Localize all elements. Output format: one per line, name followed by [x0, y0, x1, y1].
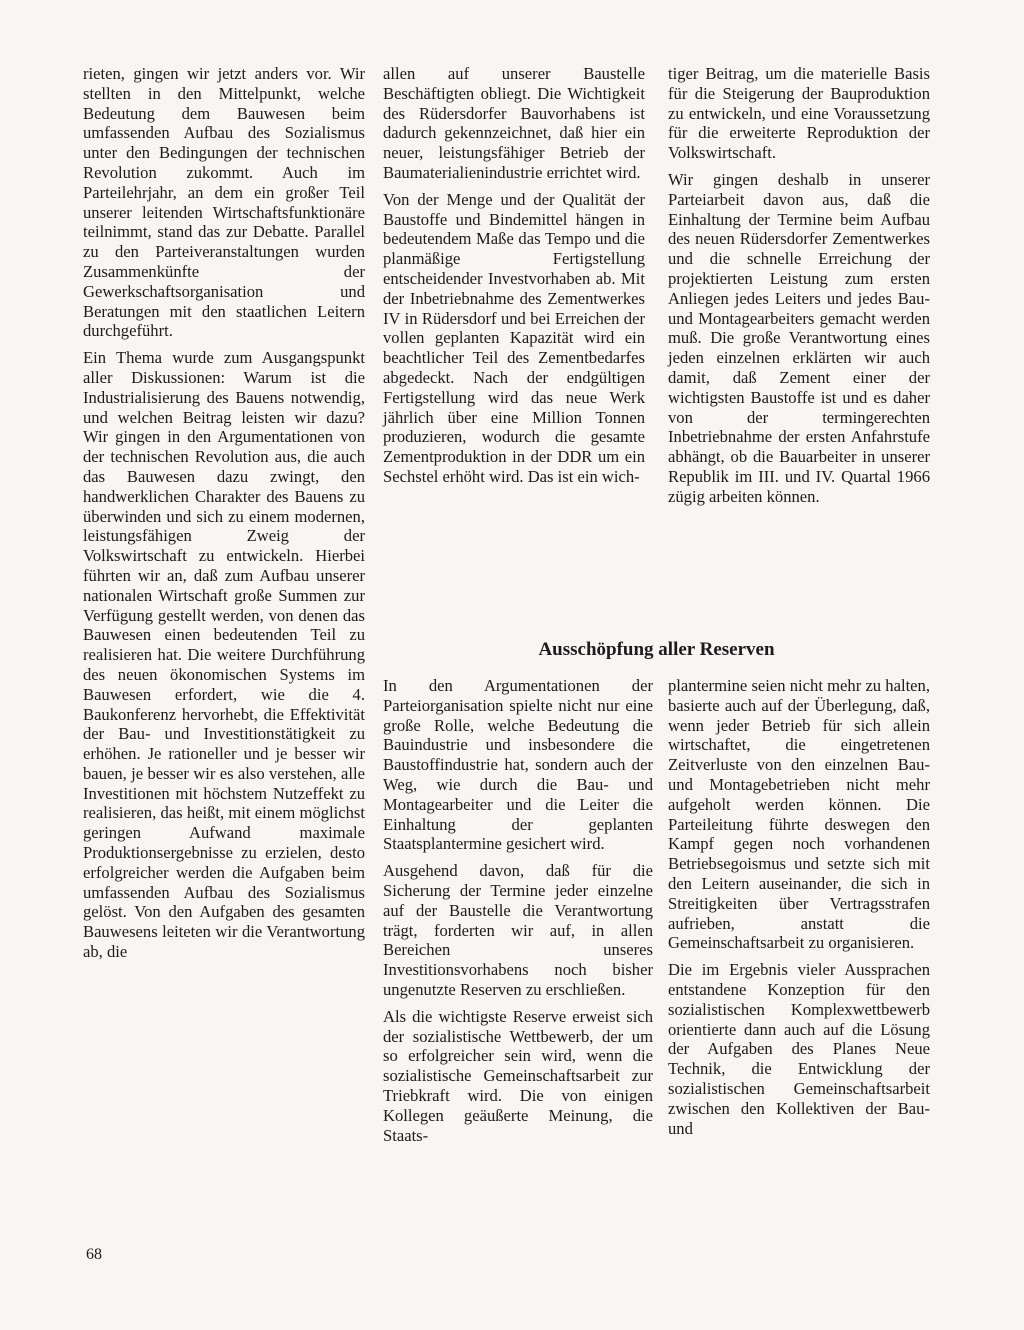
- column-5: [668, 676, 930, 1138]
- paragraph: Wir gingen deshalb in unserer Parteiarbeit davon aus, daß die Einhaltung der Termine beim Aufbau des neuen Rüdersdorfer Zementwerkes und die schnelle Erreichung der projektierten Leistung zum ersten Anliegen jedes Leiters und jedes Bau- und Montagearbeiters gemacht werden muß. Die große Verantwortung eines jeden einzelnen erklärten wir auch damit, daß Zement einer der wichtigsten Baustoffe ist und es daher von der termingerechten Inbetriebnahme der ersten Anfahrstufe abhängt, ob die Bauarbeiter in unserer Republik im III. und IV. Quartal 1966 zügig arbeiten können.: [668, 169, 930, 506]
- section-heading: Ausschöpfung aller Reserven: [538, 639, 775, 660]
- paragraph: Ausgehend davon, daß für die Sicherung der Termine jeder einzelne auf der Baustelle die Verantwortung trägt, forderten wir auf, in allen Bereichen unseres Investitionsvorhabens noch bisher ungenutzte Reserven zu erschließen.: [383, 861, 653, 999]
- paragraph: Von der Menge und der Qualität der Baustoffe und Bindemittel hängen in bedeutendem Maße das Tempo und die planmäßige Fertigstellung entscheidender Investvorhaben ab. Mit der Inbetriebnahme des Zementwerkes IV in Rüdersdorf und bei Erreichen der vollen geplanten Kapazität wird ein beachtlicher Teil des Zementbedarfes abgedeckt. Nach der endgültigen Fertigstellung wird das neue Werk jährlich über eine Million Tonnen produzieren, wodurch die gesamte Zementproduktion in der DDR um ein Sechstel erhöht wird. Das ist ein wich-: [383, 189, 645, 486]
- paragraph: rieten, gingen wir jetzt anders vor. Wir stellten in den Mittelpunkt, welche Bedeutung dem Bauwesen beim umfassenden Aufbau des Sozialismus unter den Bedingungen der technischen Revolution zukommt. Auch im Parteilehrjahr, an dem ein großer Teil unserer leitenden Wirtschaftsfunktionäre teilnimmt, stand das zur Debatte. Parallel zu den Parteiveranstaltungen wurden Zusammenkünfte der Gewerkschaftsorganisation und Beratungen mit den staatlichen Leitern durchgeführt.: [83, 64, 365, 341]
- column-3: [668, 64, 930, 507]
- paragraph: tiger Beitrag, um die materielle Basis für die Steigerung der Bauproduktion zu entwickeln, und eine Voraussetzung für die erweiterte Reproduktion der Volkswirtschaft.: [668, 64, 930, 163]
- paragraph: plantermine seien nicht mehr zu halten, basierte auch auf der Überlegung, daß, wenn jeder Betrieb für sich allein wirtschaftet, die eingetretenen Zeitverluste von den einzelnen Bau- und Montagebetrieben nicht mehr aufgeholt werden können. Die Parteileitung führte deswegen den Kampf gegen noch vorhandenen Betriebsegoismus und setzte sich mit den Leitern auseinander, die sich in Streitigkeiten über Vertragsstrafen aufrieben, anstatt die Gemeinschaftsarbeit zu organisieren.: [668, 676, 930, 953]
- column-1: [83, 64, 365, 962]
- page-number: 68: [86, 1246, 102, 1263]
- paragraph: Ein Thema wurde zum Ausgangspunkt aller Diskussionen: Warum ist die Industrialisierung des Bauens notwendig, und welchen Beitrag leisten wir dazu? Wir gingen in den Argumentationen von der technischen Revolution aus, die auch das Bauwesen dazu zwingt, den handwerklichen Charakter des Bauens zu überwinden und sich zu einem modernen, leistungsfähigen Zweig der Volkswirtschaft zu entwickeln. Hierbei führten wir an, daß zum Aufbau unserer nationalen Wirtschaft große Summen zur Verfügung gestellt werden, von denen das Bauwesen einen bedeutenden Teil zu realisieren hat. Die weitere Durchführung des neuen ökonomischen Systems im Bauwesen erfordert, wie die 4. Baukonferenz hervorhebt, die Effektivität der Bau- und Investitionstätigkeit zu erhöhen. Je rationeller und je besser wir bauen, je besser wir es also verstehen, alle Investitionen mit höchstem Nutzeffekt zu realisieren, das heißt, mit einem möglichst geringen Aufwand maximale Produktionsergebnisse zu erzielen, desto erfolgreicher werden die Aufgaben beim umfassenden Aufbau des Sozialismus gelöst. Von den Aufgaben des gesamten Bauwesens leiteten wir die Verantwortung ab, die: [83, 348, 365, 962]
- paragraph: allen auf unserer Baustelle Beschäftigten obliegt. Die Wichtigkeit des Rüdersdorfer Bauvorhabens ist dadurch gekennzeichnet, daß hier ein neuer, leistungsfähiger Betrieb der Baumaterialienindustrie errichtet wird.: [383, 64, 645, 182]
- column-4: [383, 676, 653, 1145]
- paragraph: Als die wichtigste Reserve erweist sich der sozialistische Wettbewerb, der um so erfolgreicher sein wird, wenn die sozialistische Gemeinschaftsarbeit zur Triebkraft wird. Die von einigen Kollegen geäußerte Meinung, die Staats-: [383, 1006, 653, 1145]
- paragraph: Die im Ergebnis vieler Aussprachen entstandene Konzeption für den sozialistischen Komplexwettbewerb orientierte dann auch auf die Lösung der Aufgaben des Planes Neue Technik, die Entwicklung der sozialistischen Gemeinschaftsarbeit zwischen den Kollektiven der Bau- und: [668, 960, 930, 1138]
- paragraph: In den Argumentationen der Parteiorganisation spielte nicht nur eine große Rolle, welche Bedeutung die Bauindustrie und insbesondere die Baustoffindustrie hat, sondern auch der Weg, wie durch die Bau- und Montagearbeiter und die Leiter die Einhaltung der geplanten Staatsplantermine gesichert wird.: [383, 676, 653, 854]
- column-2: [383, 64, 645, 487]
